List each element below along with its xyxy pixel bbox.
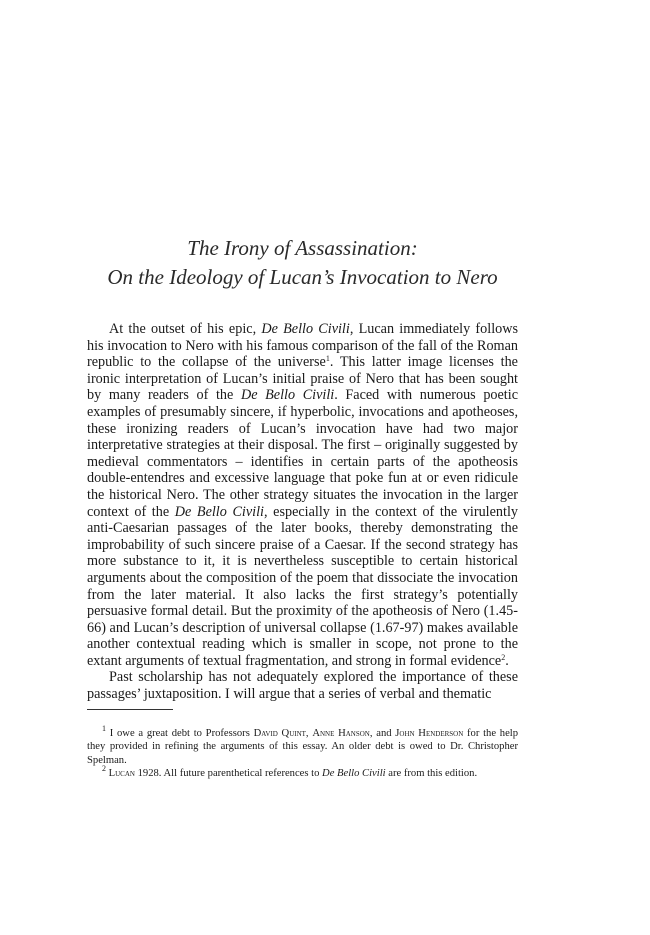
- author-name: Lucan: [108, 768, 135, 780]
- person-name: Anne Hanson: [312, 728, 370, 739]
- work-title: De Bello Civili: [240, 387, 335, 404]
- footnote-ref-1[interactable]: 1: [325, 354, 330, 364]
- person-name: John Henderson: [395, 728, 464, 739]
- paragraph-2: Past scholarship has not adequately explored the importance of these passages’ juxtaposition. I will argue that a series of verbal and thematic: [87, 669, 518, 703]
- work-title: De Bello Civili: [174, 503, 264, 520]
- footnote-number: 1: [102, 724, 106, 733]
- footnote-number: 2: [102, 764, 106, 774]
- person-name: David Quint: [253, 728, 306, 739]
- footnote-ref-2[interactable]: 2: [501, 652, 506, 662]
- work-title: De Bello Civili: [261, 321, 350, 337]
- footnotes: [87, 724, 519, 781]
- article-body: [87, 321, 518, 703]
- paragraph-1: At the outset of his epic, De Bello Civili, Lucan immediately follows his invocation to Nero with his famous comparison of the fall of the Roman republic to the collapse of the universe$^1$. This latter image licenses the ironic interpretation of Lucan’s initial praise of Nero that has been sought by many readers of the De Bello Civili. Faced with numerous poetic examples of presumably sincere, if hyperbolic, invocations and apotheoses, these ironizing readers of Lucan’s invocation have had two major interpretative strategies at their disposal. The first – originally suggested by medieval commentators – identifies in certain parts of the apotheosis double-entendres and excessive language that poke fun at or even ridicule the historical Nero. The other strategy situates the invocation in the larger context of the De Bello Civili, especially in the context of the virulently anti-Caesarian passages of the later books, thereby demonstrating the improbability of such sincere praise of a Caesar. If the second strategy has more substance to it, it is nevertheless susceptible to certain historical arguments about the composition of the poem that dissociate the invocation from the later material. It also lacks the first strategy’s potentially persuasive formal detail. But the proximity of the apotheosis of Nero (1.45-66) and Lucan’s description of universal collapse (1.67-97) makes available another contextual reading which is smaller in scope, not prone to the extant arguments of textual fragmentation, and strong in formal evidence$^2$.: [87, 321, 518, 669]
- footnote-1: $^1$ I owe a great debt to Professors David Quint, Anne Hanson, and John Henderson for the help they provided in refining the arguments of this essay. An older debt is owed to Dr. Christopher Spelman.: [87, 724, 519, 766]
- article-title: [67, 234, 538, 292]
- footnote-2: $^2$ Lucan 1928. All future parenthetical references to De Bello Civili are from this edition.: [102, 764, 478, 780]
- page: [87, 0, 518, 935]
- title-line-1: The Irony of Assassination:: [187, 236, 418, 260]
- title-line-2: On the Ideology of Lucan’s Invocation to Nero: [107, 265, 498, 289]
- footnote-divider: [87, 709, 173, 710]
- work-title: De Bello Civili: [322, 768, 386, 780]
